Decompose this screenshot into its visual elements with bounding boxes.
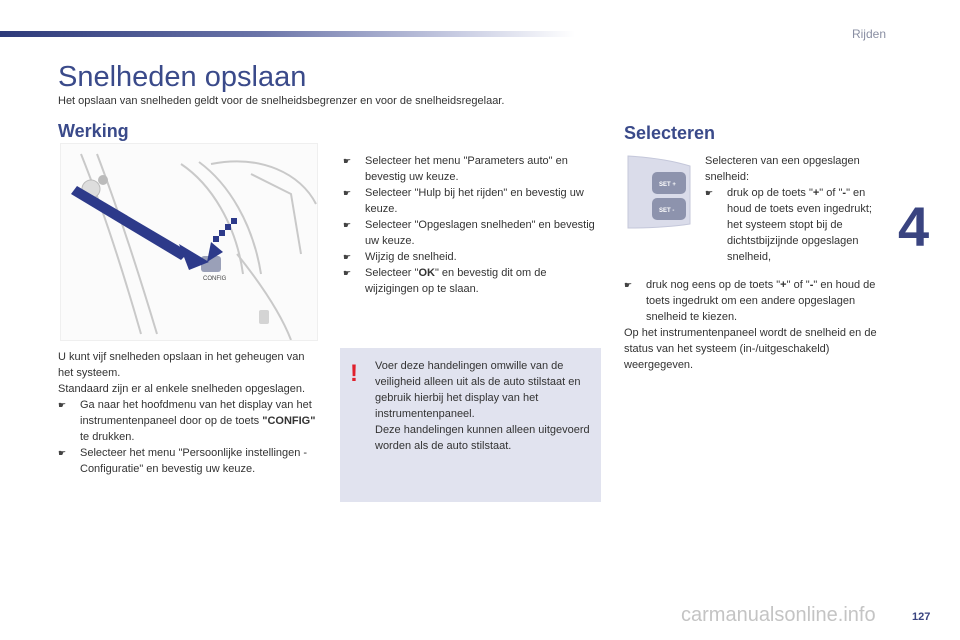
pointing-hand-icon: ☛ xyxy=(343,156,352,166)
select-item: ☛ druk nog eens op de toets "+" of "-" en houd de toets ingedrukt om een andere opgeslagen snelheid te kiezen. xyxy=(624,279,876,323)
werking-instructions xyxy=(58,349,316,477)
steering-wheel-illustration xyxy=(60,143,318,341)
step-item: ☛ Selecteer het menu "Parameters auto" en bevestig uw keuze. xyxy=(343,155,568,183)
paragraph: U kunt vijf snelheden opslaan in het geheugen van het systeem. xyxy=(58,351,305,379)
step-item: ☛ Selecteer "OK" en bevestig dit om de wijzigingen op te slaan. xyxy=(343,267,547,295)
set-minus-label: SET - xyxy=(659,208,675,214)
step-item: ☛ Wijzig de snelheid. xyxy=(343,251,457,263)
instruction-item: ☛ Ga naar het hoofdmenu van het display van het instrumentenpaneel door op de toets "CONFIG" te drukken. xyxy=(58,399,316,443)
step-item: ☛ Selecteer "Hulp bij het rijden" en bevestig uw keuze. xyxy=(343,187,584,215)
selecteren-steps xyxy=(705,153,885,265)
set-buttons-illustration xyxy=(624,152,694,232)
selecteren-more xyxy=(624,277,886,373)
step-item: ☛ Selecteer "Opgeslagen snelheden" en bevestig uw keuze. xyxy=(343,219,595,247)
paragraph: Op het instrumentenpaneel wordt de snelheid en de status van het systeem (in-/uitgeschakeld) weergegeven. xyxy=(624,327,877,371)
pointing-hand-icon: ☛ xyxy=(705,188,714,198)
config-key-label: CONFIG xyxy=(203,276,227,282)
pointing-hand-icon: ☛ xyxy=(343,252,352,262)
section-title: Rijden xyxy=(851,27,886,41)
chapter-number: 4 xyxy=(898,195,930,258)
warning-box xyxy=(340,348,601,502)
paragraph: Standaard zijn er al enkele snelheden opgeslagen. xyxy=(58,383,306,395)
instruction-item: ☛ Selecteer het menu "Persoonlijke instellingen - Configuratie" en bevestig uw keuze. xyxy=(58,447,308,475)
pointing-hand-icon: ☛ xyxy=(624,280,633,290)
pointing-hand-icon: ☛ xyxy=(343,220,352,230)
select-item: ☛ druk op de toets "+" of "-" en houd de toets even ingedrukt; het systeem stopt bij de dichtstbijzijnde opgeslagen snelheid, xyxy=(705,187,872,263)
pointing-hand-icon: ☛ xyxy=(343,268,352,278)
intro-text: Het opslaan van snelheden geldt voor de snelheidsbegrenzer en voor de snelheidsregelaar. xyxy=(58,95,505,107)
watermark: carmanualsonline.info xyxy=(681,604,876,626)
werking-steps xyxy=(343,153,603,297)
selecteren-heading: Selecteren xyxy=(624,123,716,143)
paragraph: Selecteren van een opgeslagen snelheid: xyxy=(705,155,860,183)
pointing-hand-icon: ☛ xyxy=(58,448,67,458)
page-title: Snelheden opslaan xyxy=(58,61,307,93)
set-plus-label: SET + xyxy=(659,182,676,188)
warning-text: Voer deze handelingen omwille van de veiligheid alleen uit als de auto stilstaat en gebruik hierbij het display van het instrumentenpaneel. Deze handelingen kunnen alleen uitgevoerd worden als de auto stilstaat. xyxy=(375,360,590,452)
page-number: 127 xyxy=(912,611,931,623)
warning-icon: ! xyxy=(350,360,358,387)
werking-heading: Werking xyxy=(58,121,129,141)
pointing-hand-icon: ☛ xyxy=(58,400,67,410)
pointing-hand-icon: ☛ xyxy=(343,188,352,198)
header-bar xyxy=(0,31,575,37)
